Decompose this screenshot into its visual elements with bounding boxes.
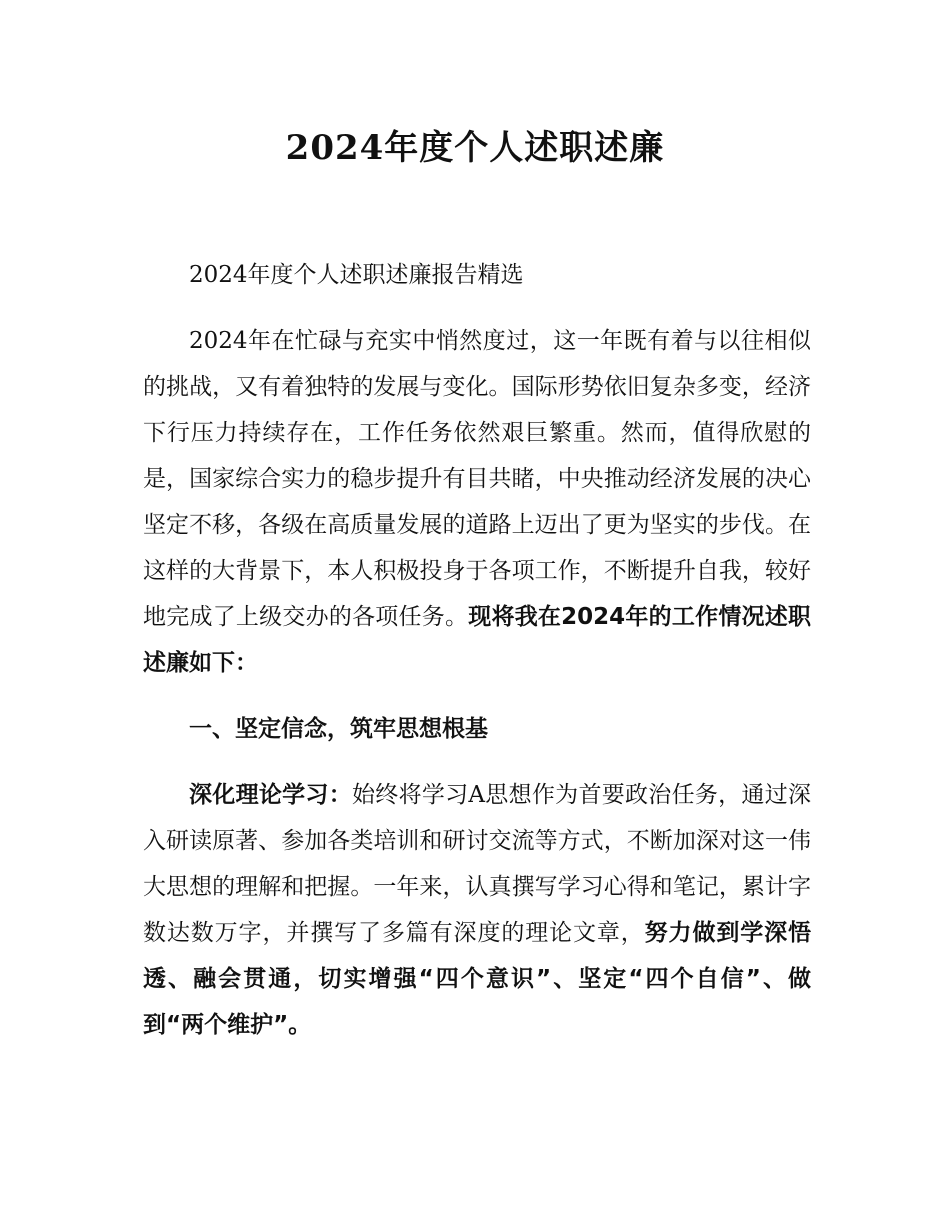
section-1-paragraph bbox=[143, 772, 811, 1048]
document-body bbox=[143, 252, 811, 1068]
intro-text: 2024年在忙碌与充实中悄然度过，这一年既有着与以往相似的挑战，又有着独特的发展与变化。国际形势依旧复杂多变，经济下行压力持续存在，工作任务依然艰巨繁重。然而，值得欣慰的是，国家综合实力的稳步提升有目共睹，中央推动经济发展的决心坚定不移，各级在高质量发展的道路上迈出了更为坚实的步伐。在这样的大背景下，本人积极投身于各项工作，不断提升自我，较好地完成了上级交办的各项任务。 bbox=[143, 328, 811, 630]
intro-paragraph bbox=[143, 318, 811, 686]
section-1-text: 始终将学习A思想作为首要政治任务，通过深入研读原著、参加各类培训和研讨交流等方式，不断加深对这一伟大思想的理解和把握。一年来，认真撰写学习心得和笔记，累计字数达数万字，并撰写了多篇有深度的理论文章， bbox=[143, 782, 811, 946]
section-1-bold-tail: 努力做到学深悟透、融会贯通，切实增强“四个意识”、坚定“四个自信”、做到“两个维护”。 bbox=[143, 920, 812, 1038]
subtitle-paragraph: 2024年度个人述职述廉报告精选 bbox=[189, 262, 524, 288]
intro-bold-tail: 现将我在2024年的工作情况述职述廉如下： bbox=[143, 604, 812, 676]
section-1-lead: 深化理论学习： bbox=[189, 782, 352, 808]
document-title: 2024年度个人述职述廉 bbox=[285, 128, 665, 168]
section-1-heading: 一、坚定信念，筑牢思想根基 bbox=[189, 716, 488, 742]
